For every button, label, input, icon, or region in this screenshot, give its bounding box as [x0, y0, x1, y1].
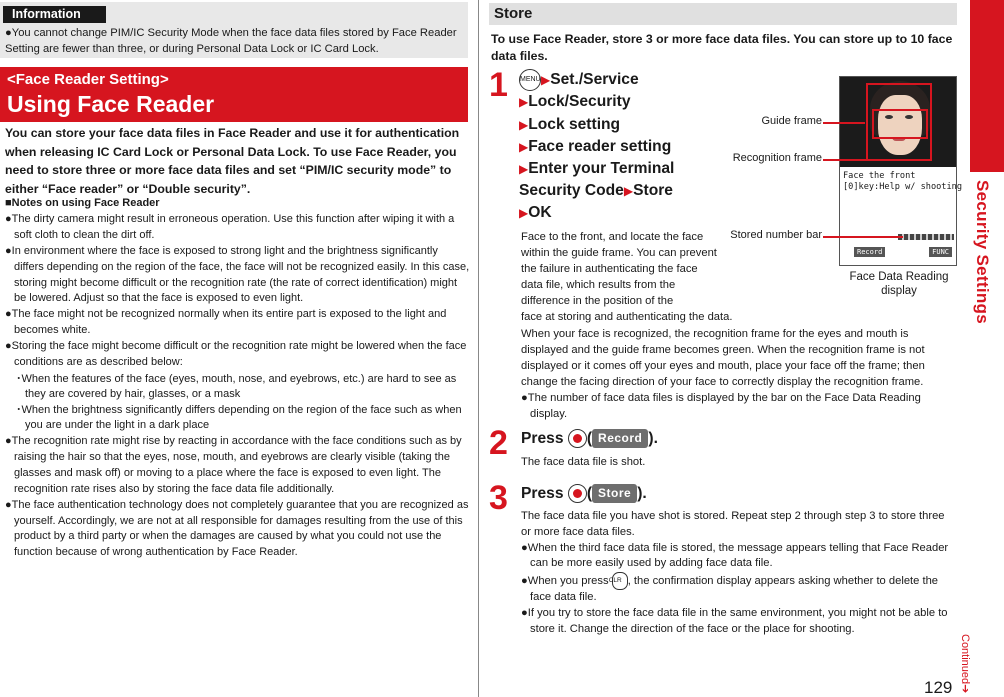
- step3-body: [521, 509, 957, 638]
- information-text: ●You cannot change PIM/IC Security Mode when the face data files stored by Face Reader Setting are fewer than three, or during Personal Data Lock or IC Card Lock.: [5, 27, 457, 55]
- screen-line: Face the front: [843, 171, 916, 181]
- step3-bullet: ●If you try to store the face data file in the same environment, you might not be able to store it. Change the direction of the face or the place for shooting.: [521, 606, 948, 635]
- guide-frame-leader: [823, 122, 865, 124]
- step1-paragraph-cont: face at storing and authenticating the data.: [521, 311, 733, 324]
- menu-key-icon: MENU: [519, 69, 541, 91]
- note-bullet: ●Storing the face might become difficult or the recognition rate might be lowered when the face conditions are as described below:: [5, 340, 467, 369]
- step-number: 3: [489, 479, 508, 517]
- screen-text: [843, 171, 962, 193]
- stored-number-bar-label: Stored number bar: [730, 229, 822, 241]
- softkey-func: FUNC: [929, 247, 952, 257]
- step-number: 2: [489, 424, 508, 462]
- center-key-icon: [568, 484, 587, 503]
- bullet-text: , the confirmation display appears asking whether to delete the face data file.: [530, 575, 939, 604]
- clr-key-icon: CLR: [612, 572, 628, 590]
- notes-heading: ■Notes on using Face Reader: [5, 197, 160, 209]
- step3-heading: Press ( Store ).: [521, 485, 647, 502]
- softkey-record: Record: [854, 247, 885, 257]
- notes-section: [5, 196, 470, 561]
- figure-caption: Face Data Reading display: [849, 271, 949, 297]
- left-column: [0, 0, 470, 697]
- note-bullet: ●In environment where the face is exposed to strong light and the brightness significantly differs depending on the region of the face, the face will not be recognized easily. In this case, storing might become difficult or the recognition rate (the rate of correct identification) might be lowered. Adjust so that the face is exposed to even light.: [5, 244, 470, 305]
- continued-label: Continued➔: [959, 634, 971, 694]
- section-title-box: [0, 67, 468, 122]
- step1-paragraph: When your face is recognized, the recognition frame for the eyes and mouth is displayed and the guide frame becomes green. When the recognition frame is not displayed or it comes off your eyes and mouth, place your face off the frame; then change the facing direction of your face to correctly display the recognition frame.: [521, 327, 925, 388]
- menu-item: Face reader setting: [528, 137, 672, 155]
- information-tab: Information: [3, 6, 106, 23]
- information-box: [0, 2, 468, 58]
- arrow-icon: ▶: [623, 184, 634, 199]
- step3-bullet: ●When the third face data file is stored, the message appears telling that Face Reader can be more easily used by adding face data file.: [521, 541, 949, 570]
- column-divider: [478, 0, 479, 697]
- note-bullet: ●The recognition rate might rise by reacting in accordance with the face conditions such as by raising the hair so that the eyes, nose, mouth, and eyebrows are clearly visible (taking the glasses and mask off) or moving to a place where the face is exposed to even light. The recognition rate rises also by storing the face data file additionally.: [5, 434, 462, 495]
- step1-paragraph: Face to the front, and locate the face within the guide frame. You can prevent the failure in authenticating the face data file, which results from the difference in the position of the: [521, 231, 717, 308]
- arrow-icon: ▶: [519, 206, 529, 221]
- recognition-frame-leader: [823, 159, 871, 161]
- side-chapter-title: Security Settings: [973, 180, 992, 324]
- bullet-text: ●When you press: [521, 575, 609, 588]
- store-heading: Store: [489, 3, 957, 25]
- step1-heading: [519, 69, 724, 225]
- recognition-frame-label: Recognition frame: [732, 152, 822, 164]
- page-number: 129: [924, 678, 953, 697]
- screen-softkeys: [844, 247, 954, 261]
- step2-heading: Press ( Record ).: [521, 430, 658, 447]
- stored-number-bar: [898, 234, 954, 240]
- step-number: 1: [489, 66, 508, 104]
- menu-item: Lock/Security: [528, 93, 631, 111]
- center-key-icon: [568, 429, 587, 448]
- arrow-icon: ▶: [541, 73, 551, 88]
- store-softkey-icon: Store: [592, 484, 637, 503]
- arrow-icon: ▶: [519, 139, 529, 154]
- section-subtitle: <Face Reader Setting>: [7, 71, 169, 88]
- stored-number-bar-leader: [823, 236, 903, 238]
- note-bullet: ●The face authentication technology does not completely guarantee that you are recognized as yourself. Accordingly, we are not at all responsible for damages resulting from the use of this product by a third party or when the damages are caused by what you could not use the function because of wrong authentication by Face Reader.: [5, 498, 469, 559]
- menu-item: Enter your Terminal Security Code: [519, 159, 675, 200]
- press-label: Press: [521, 430, 564, 447]
- page-title: Using Face Reader: [7, 91, 215, 117]
- note-bullet: ●The dirty camera might result in erroneous operation. Use this function after wiping it with a soft cloth to clean the dirt off.: [5, 212, 455, 241]
- menu-item: Lock setting: [528, 115, 621, 133]
- right-column: [489, 0, 962, 697]
- step3-paragraph: The face data file you have shot is stored. Repeat step 2 through step 3 to store three or more face data files.: [521, 510, 945, 538]
- recognition-frame: [872, 109, 928, 139]
- store-intro: To use Face Reader, store 3 or more face data files. You can store up to 10 face data files.: [491, 32, 953, 63]
- note-subbullet: ･When the brightness significantly differs depending on the region of the face such as when you are under the light in a dark place: [16, 403, 462, 431]
- intro-text: You can store your face data files in Face Reader and use it for authentication when releasing IC Card Lock or Personal Data Lock. To use Face Reader, you need to store three or more face data files and set “PIM/IC security mode” to either “Face reader” or “Double security”.: [5, 126, 460, 196]
- press-label: Press: [521, 485, 564, 502]
- side-tab-marker: [970, 0, 1004, 172]
- step2-body: The face data file is shot.: [521, 456, 646, 468]
- menu-item: Set./Service: [550, 71, 639, 89]
- screen-line: [0]key:Help w/ shooting: [843, 182, 962, 192]
- menu-item: Store: [633, 182, 673, 200]
- menu-item: OK: [528, 204, 552, 222]
- note-bullet: ●The face might not be recognized normally when its entire part is exposed to the light and becomes white.: [5, 308, 447, 337]
- arrow-icon: ▶: [519, 161, 529, 176]
- record-softkey-icon: Record: [592, 429, 648, 448]
- step1-bullet: ●The number of face data files is displayed by the bar on the Face Data Reading display.: [521, 391, 921, 421]
- arrow-icon: ▶: [519, 95, 529, 110]
- note-subbullet: ･When the features of the face (eyes, mouth, nose, and eyebrows, etc.) are hard to see as they are covered by hair, glasses, or a mask: [16, 372, 457, 400]
- arrow-icon: ▶: [519, 117, 529, 132]
- guide-frame-label: Guide frame: [761, 115, 822, 127]
- step3-bullet: [521, 572, 957, 606]
